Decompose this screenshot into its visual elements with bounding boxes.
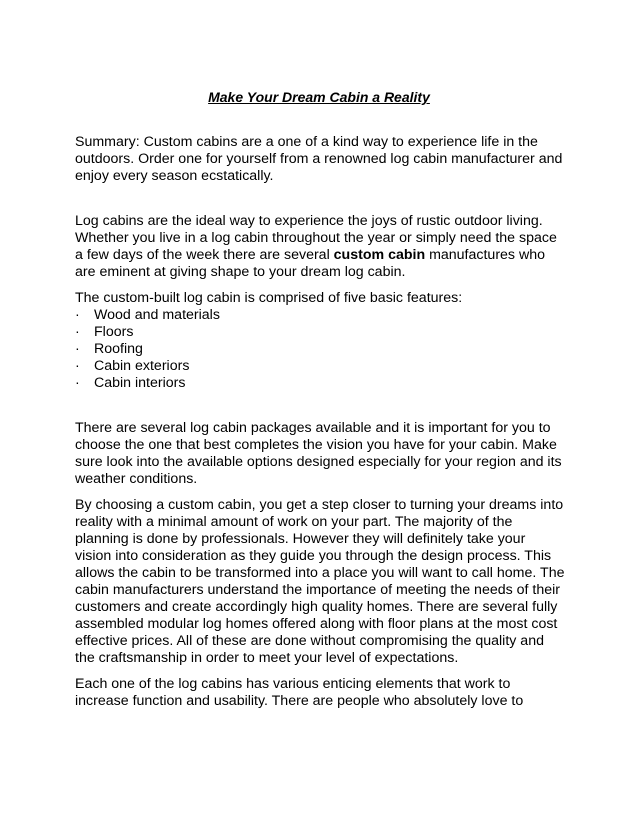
- list-item: [75, 324, 565, 341]
- list-item: [75, 307, 565, 324]
- list-item: [75, 358, 565, 375]
- feature-label: Cabin interiors: [94, 375, 186, 391]
- packages-paragraph: There are several log cabin packages available and it is important for you to choose the one that best completes the vision you have for your cabin. Make sure look into the available options designed especially for your region and its weather conditions.: [75, 420, 562, 487]
- summary-paragraph: Summary: Custom cabins are a one of a kind way to experience life in the outdoors. Order one for yourself from a renowned log cabin manufacturer and enjoy every season ecstatically.: [75, 134, 563, 184]
- feature-label: Floors: [94, 324, 134, 340]
- feature-label: Wood and materials: [94, 307, 220, 323]
- choosing-paragraph: By choosing a custom cabin, you get a step closer to turning your dreams into reality with a minimal amount of work on your part. The majority of the planning is done by professionals. However they will definitely take your vision into consideration as they guide you through the design process. This allows the cabin to be transformed into a place you will want to call home. The cabin manufacturers understand the importance of meeting the needs of their customers and create accordingly high quality homes. There are several fully assembled modular log homes offered along with floor plans at the most cost effective prices. All of these are done without compromising the quality and the craftsmanship in order to meet your level of expectations.: [75, 497, 565, 666]
- intro-text-after: manufactures who are eminent at giving shape to your dream log cabin.: [75, 247, 545, 280]
- intro-text-before: Log cabins are the ideal way to experience the joys of rustic outdoor living. Whether you live in a log cabin throughout the year or simply need the space a few days of the week there are several: [75, 213, 557, 263]
- list-item: [75, 341, 565, 358]
- bullet-icon: ·: [75, 375, 80, 391]
- list-item: [75, 375, 565, 392]
- feature-label: Cabin exteriors: [94, 358, 190, 374]
- bullet-icon: ·: [75, 341, 80, 357]
- bullet-icon: ·: [75, 307, 80, 323]
- bullet-icon: ·: [75, 324, 80, 340]
- features-list: [75, 307, 565, 392]
- custom-cabin-keyword: custom cabin: [333, 247, 426, 263]
- document-title: Make Your Dream Cabin a Reality: [208, 89, 430, 105]
- bullet-icon: ·: [75, 358, 80, 374]
- elements-paragraph: Each one of the log cabins has various enticing elements that work to increase function and usability. There are people who absolutely love to: [75, 676, 524, 709]
- intro-paragraph: [75, 213, 565, 281]
- feature-label: Roofing: [94, 341, 143, 357]
- features-intro: The custom-built log cabin is comprised of five basic features:: [75, 290, 463, 306]
- document-body: [75, 134, 565, 710]
